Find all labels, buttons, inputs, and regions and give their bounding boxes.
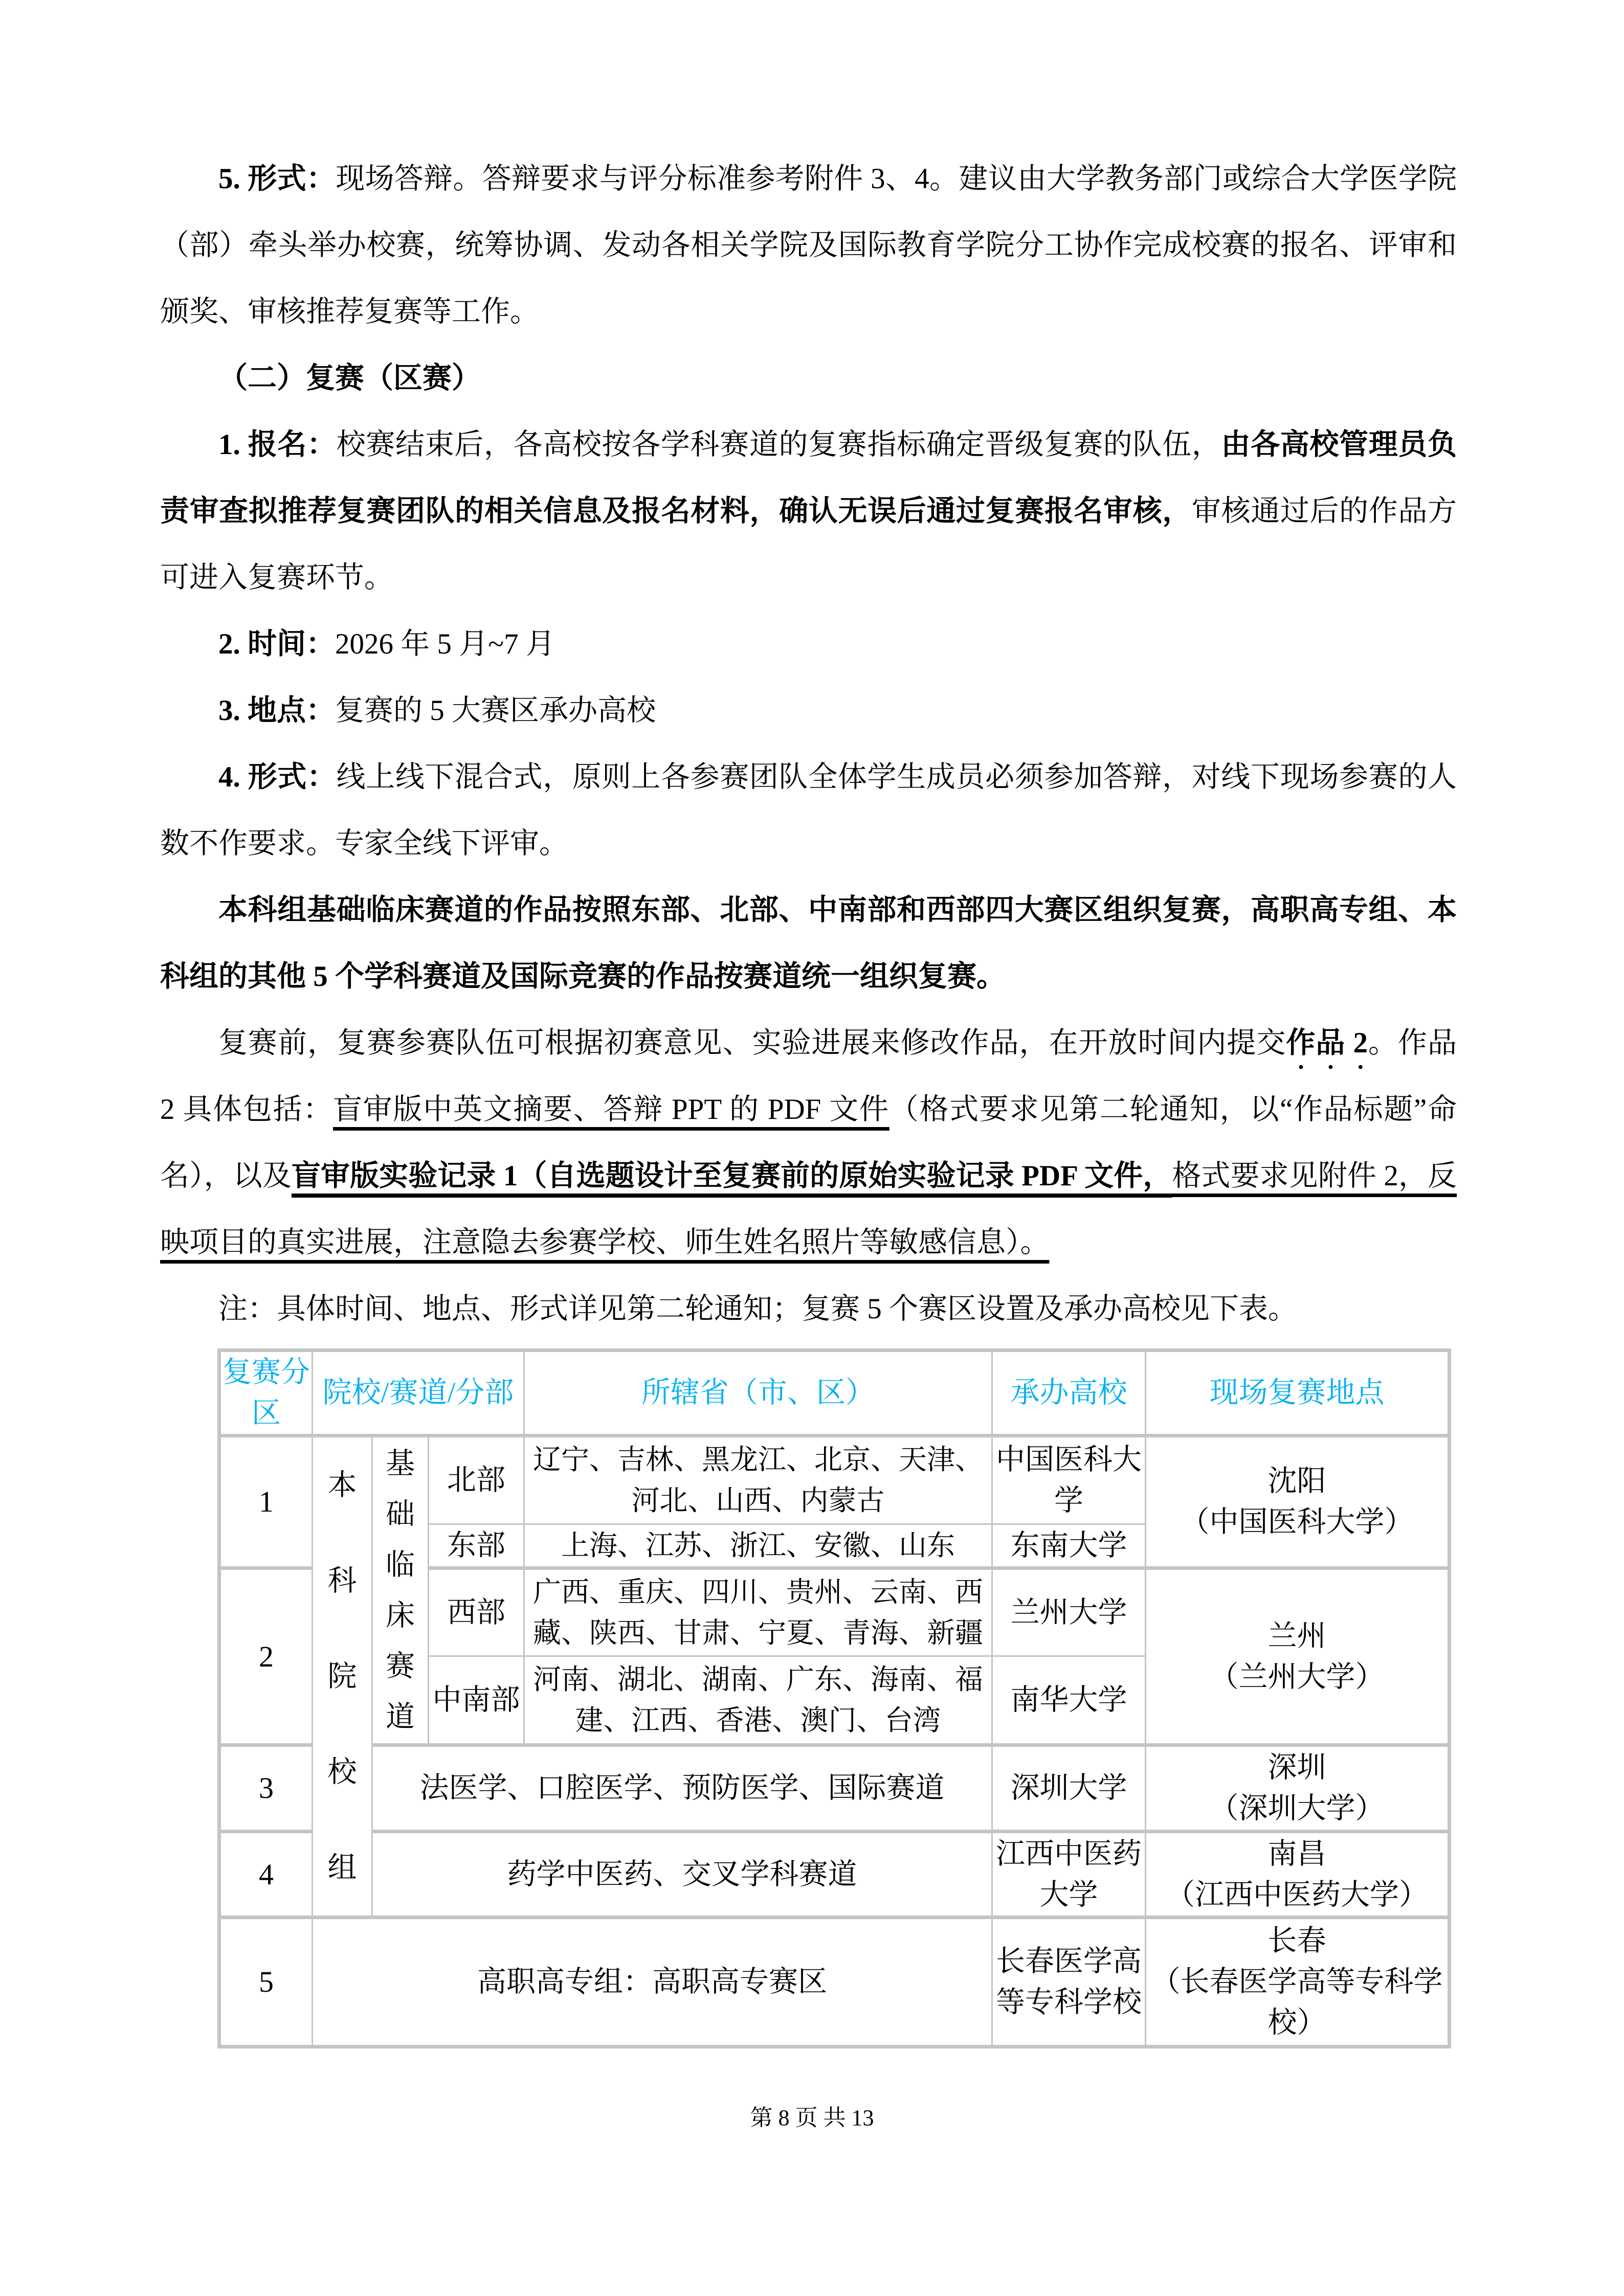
zone3-site-campus: （深圳大学）	[1209, 1792, 1385, 1825]
zone4-tracks: 药学中医药、交叉学科赛道	[372, 1832, 992, 1918]
zone5-site-city: 长春	[1267, 1925, 1326, 1957]
zone4-host: 江西中医药大学	[992, 1832, 1146, 1918]
item1-label: 1. 报名：	[218, 429, 337, 461]
table-row	[219, 1832, 1450, 1918]
paragraph-item5	[160, 146, 1457, 345]
table-header-row	[219, 1350, 1450, 1436]
zone3-host: 深圳大学	[992, 1745, 1146, 1832]
works-emphasis: 作品 2	[1286, 1027, 1368, 1059]
zone4-site-city: 南昌	[1267, 1837, 1326, 1870]
zone1-north-host: 中国医科大学	[992, 1436, 1146, 1524]
document-body	[160, 146, 1457, 2049]
section-heading	[160, 345, 1457, 412]
zone2-central-south-host: 南华大学	[992, 1656, 1146, 1745]
zone5-host: 长春医学高等专科学校	[992, 1918, 1146, 2047]
zone2-site-campus: （兰州大学）	[1209, 1660, 1385, 1693]
zone3-number: 3	[219, 1745, 313, 1832]
zone1-north-region: 北部	[429, 1436, 524, 1524]
works-mid: （格式要求见第二轮通知，以“作品标题”命名），以及	[160, 1093, 1457, 1192]
item3-text: 复赛的 5 大赛区承办高校	[335, 694, 656, 727]
page-footer	[0, 2103, 1624, 2133]
zone1-east-provinces: 上海、江苏、浙江、安徽、山东	[524, 1524, 992, 1568]
zone2-number: 2	[219, 1568, 313, 1745]
works-underline1: 盲审版中英文摘要、答辩 PPT 的 PDF 文件	[333, 1093, 889, 1126]
item1-text2: 审核通过后的作品方可进入复赛环节。	[160, 495, 1457, 594]
regional-finals-table	[217, 1348, 1451, 2049]
item5-text: 现场答辩。答辩要求与评分标准参考附件 3、4。建议由大学教务部门或综合大学医学院（部）牵头举办校赛，统筹协调、发动各相关学院及国际教育学院分工协作完成校赛的报名、评审和颁奖、审核推荐复赛等工作。	[160, 163, 1457, 328]
header-provinces: 所辖省（市、区）	[524, 1350, 992, 1436]
zone1-site-city: 沈阳	[1267, 1465, 1326, 1497]
section-heading-text: （二）复赛（区赛）	[218, 362, 481, 394]
zone1-north-provinces: 辽宁、吉林、黑龙江、北京、天津、河北、山西、内蒙古	[524, 1436, 992, 1524]
paragraph-note	[160, 1276, 1457, 1342]
zone5-site	[1146, 1918, 1450, 2047]
header-site: 现场复赛地点	[1146, 1350, 1450, 1436]
zone5-site-campus: （长春医学高等专科学校）	[1151, 1966, 1443, 2039]
works-underline2: 格式要求见附件 2，反映项目的真实进展，注意隐去参赛学校、师生姓名照片等敏感信息）。	[160, 1160, 1457, 1258]
works-detail-intro: 作品 2 具体包括：	[160, 1027, 1457, 1126]
paragraph-item3	[160, 678, 1457, 744]
zone3-site	[1146, 1745, 1450, 1832]
zone3-site-city: 深圳	[1267, 1751, 1326, 1784]
zone2-west-provinces: 广西、重庆、四川、贵州、云南、西藏、陕西、甘肃、宁夏、青海、新疆	[524, 1568, 992, 1656]
zone1-site	[1146, 1436, 1450, 1568]
works-period: 。	[1368, 1027, 1398, 1059]
item1-bold-run: 由各高校管理员负责审查拟推荐复赛团队的相关信息及报名材料，确认无误后通过复赛报名审核，	[160, 429, 1457, 527]
table-row	[219, 1436, 1450, 1524]
zone4-site	[1146, 1832, 1450, 1918]
paragraph-zones-bold	[160, 877, 1457, 1010]
zone1-number: 1	[219, 1436, 313, 1568]
zone3-tracks: 法医学、口腔医学、预防医学、国际赛道	[372, 1745, 992, 1832]
paragraph-item4	[160, 744, 1457, 877]
item3-label: 3. 地点：	[218, 694, 335, 727]
zone4-site-campus: （江西中医药大学）	[1166, 1878, 1428, 1911]
works-intro: 复赛前，复赛参赛队伍可根据初赛意见、实验进展来修改作品，在开放时间内提交	[218, 1027, 1286, 1059]
paragraph-item2	[160, 611, 1457, 678]
zone2-site	[1146, 1568, 1450, 1745]
header-group-track: 院校/赛道/分部	[313, 1350, 524, 1436]
zone2-central-south-provinces: 河南、湖北、湖南、广东、海南、福建、江西、香港、澳门、台湾	[524, 1656, 992, 1745]
zone1-site-campus: （中国医科大学）	[1180, 1506, 1414, 1538]
item4-label: 4. 形式：	[218, 761, 337, 793]
item2-label: 2. 时间：	[218, 628, 335, 660]
zone2-west-region: 西部	[429, 1568, 524, 1656]
works-bold-underline: 盲审版实验记录 1（自选题设计至复赛前的原始实验记录 PDF 文件，	[291, 1160, 1172, 1192]
header-host: 承办高校	[992, 1350, 1146, 1436]
zone1-east-region: 东部	[429, 1524, 524, 1568]
zone2-west-host: 兰州大学	[992, 1568, 1146, 1656]
basic-clinical-track-cell: 基础临床赛道	[372, 1436, 429, 1745]
item1-text1: 校赛结束后，各高校按各学科赛道的复赛指标确定晋级复赛的队伍，	[336, 429, 1221, 461]
note-text: 注：具体时间、地点、形式详见第二轮通知；复赛 5 个赛区设置及承办高校见下表。	[218, 1293, 1297, 1325]
zone5-tracks: 高职高专组：高职高专赛区	[313, 1918, 992, 2047]
zone1-east-host: 东南大学	[992, 1524, 1146, 1568]
zone2-central-south-region: 中南部	[429, 1656, 524, 1745]
header-zone: 复赛分区	[219, 1350, 313, 1436]
paragraph-works	[160, 1010, 1457, 1276]
page-number: 第 8 页 共 13	[750, 2105, 874, 2130]
zone5-number: 5	[219, 1918, 313, 2047]
paragraph-item1	[160, 412, 1457, 611]
undergrad-group-cell: 本科院校组	[313, 1436, 372, 1918]
item2-text: 2026 年 5 月~7 月	[335, 628, 555, 660]
item4-text: 线上线下混合式，原则上各参赛团队全体学生成员必须参加答辩，对线下现场参赛的人数不作要求。专家全线下评审。	[160, 761, 1457, 860]
zone2-site-city: 兰州	[1267, 1619, 1326, 1652]
table-row	[219, 1918, 1450, 2047]
zone4-number: 4	[219, 1832, 313, 1918]
table-row	[219, 1745, 1450, 1832]
item5-label: 5. 形式：	[218, 163, 336, 195]
zones-bold-text: 本科组基础临床赛道的作品按照东部、北部、中南部和西部四大赛区组织复赛，高职高专组、本科组的其他 5 个学科赛道及国际竞赛的作品按赛道统一组织复赛。	[160, 894, 1457, 993]
